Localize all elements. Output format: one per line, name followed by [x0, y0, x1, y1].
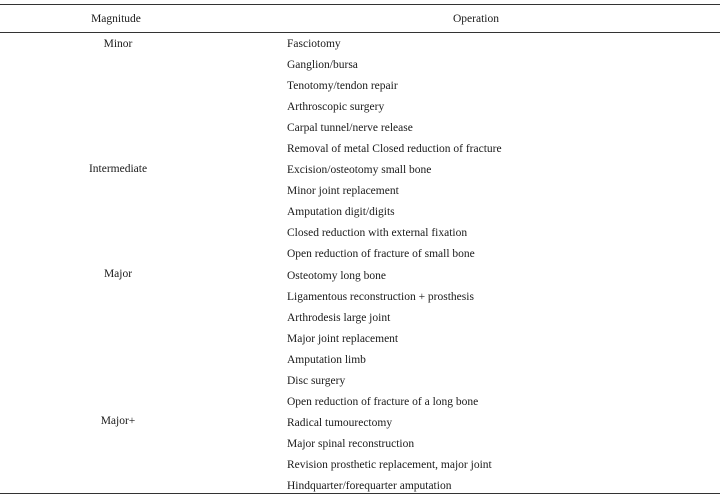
magnitude-major: Major [103, 268, 133, 280]
operation-row: Arthrodesis large joint [287, 311, 391, 324]
operation-row: Disc surgery [287, 374, 346, 387]
magnitude-major-plus: Major+ [100, 415, 136, 427]
magnitude-intermediate: Intermediate [88, 163, 148, 175]
operation-row: Revision prosthetic replacement, major joint [287, 458, 492, 471]
operation-row: Ganglion/bursa [287, 59, 358, 72]
operation-row: Amputation digit/digits [287, 206, 395, 219]
operation-row: Excision/osteotomy small bone [287, 164, 432, 177]
operation-row: Fasciotomy [287, 38, 341, 50]
operation-row: Major joint replacement [287, 332, 399, 345]
operation-row: Major spinal reconstruction [287, 437, 415, 450]
operation-row: Minor joint replacement [287, 185, 399, 198]
operation-row: Arthroscopic surgery [287, 101, 385, 114]
operation-row: Radical tumourectomy [287, 416, 393, 429]
table-top-rule [0, 4, 720, 5]
operation-row: Ligamentous reconstruction + prosthesis [287, 290, 474, 303]
operation-row: Removal of metal Closed reduction of fracture [287, 143, 502, 156]
operation-row: Open reduction of fracture of a long bone [287, 395, 479, 408]
operation-row: Amputation limb [287, 353, 366, 366]
operation-row: Carpal tunnel/nerve release [287, 122, 413, 135]
operation-column-header: Operation [453, 13, 499, 25]
magnitude-minor: Minor [103, 38, 133, 50]
header-bottom-rule [0, 32, 720, 33]
operation-list [287, 37, 502, 500]
operation-row: Tenotomy/tendon repair [287, 80, 398, 93]
operation-row: Closed reduction with external fixation [287, 227, 468, 240]
operation-row: Osteotomy long bone [287, 269, 387, 282]
operation-row: Open reduction of fracture of small bone [287, 248, 475, 261]
operation-row: Hindquarter/forequarter amputation [287, 479, 452, 492]
magnitude-column-header: Magnitude [91, 13, 141, 25]
table-bottom-rule [0, 493, 720, 494]
